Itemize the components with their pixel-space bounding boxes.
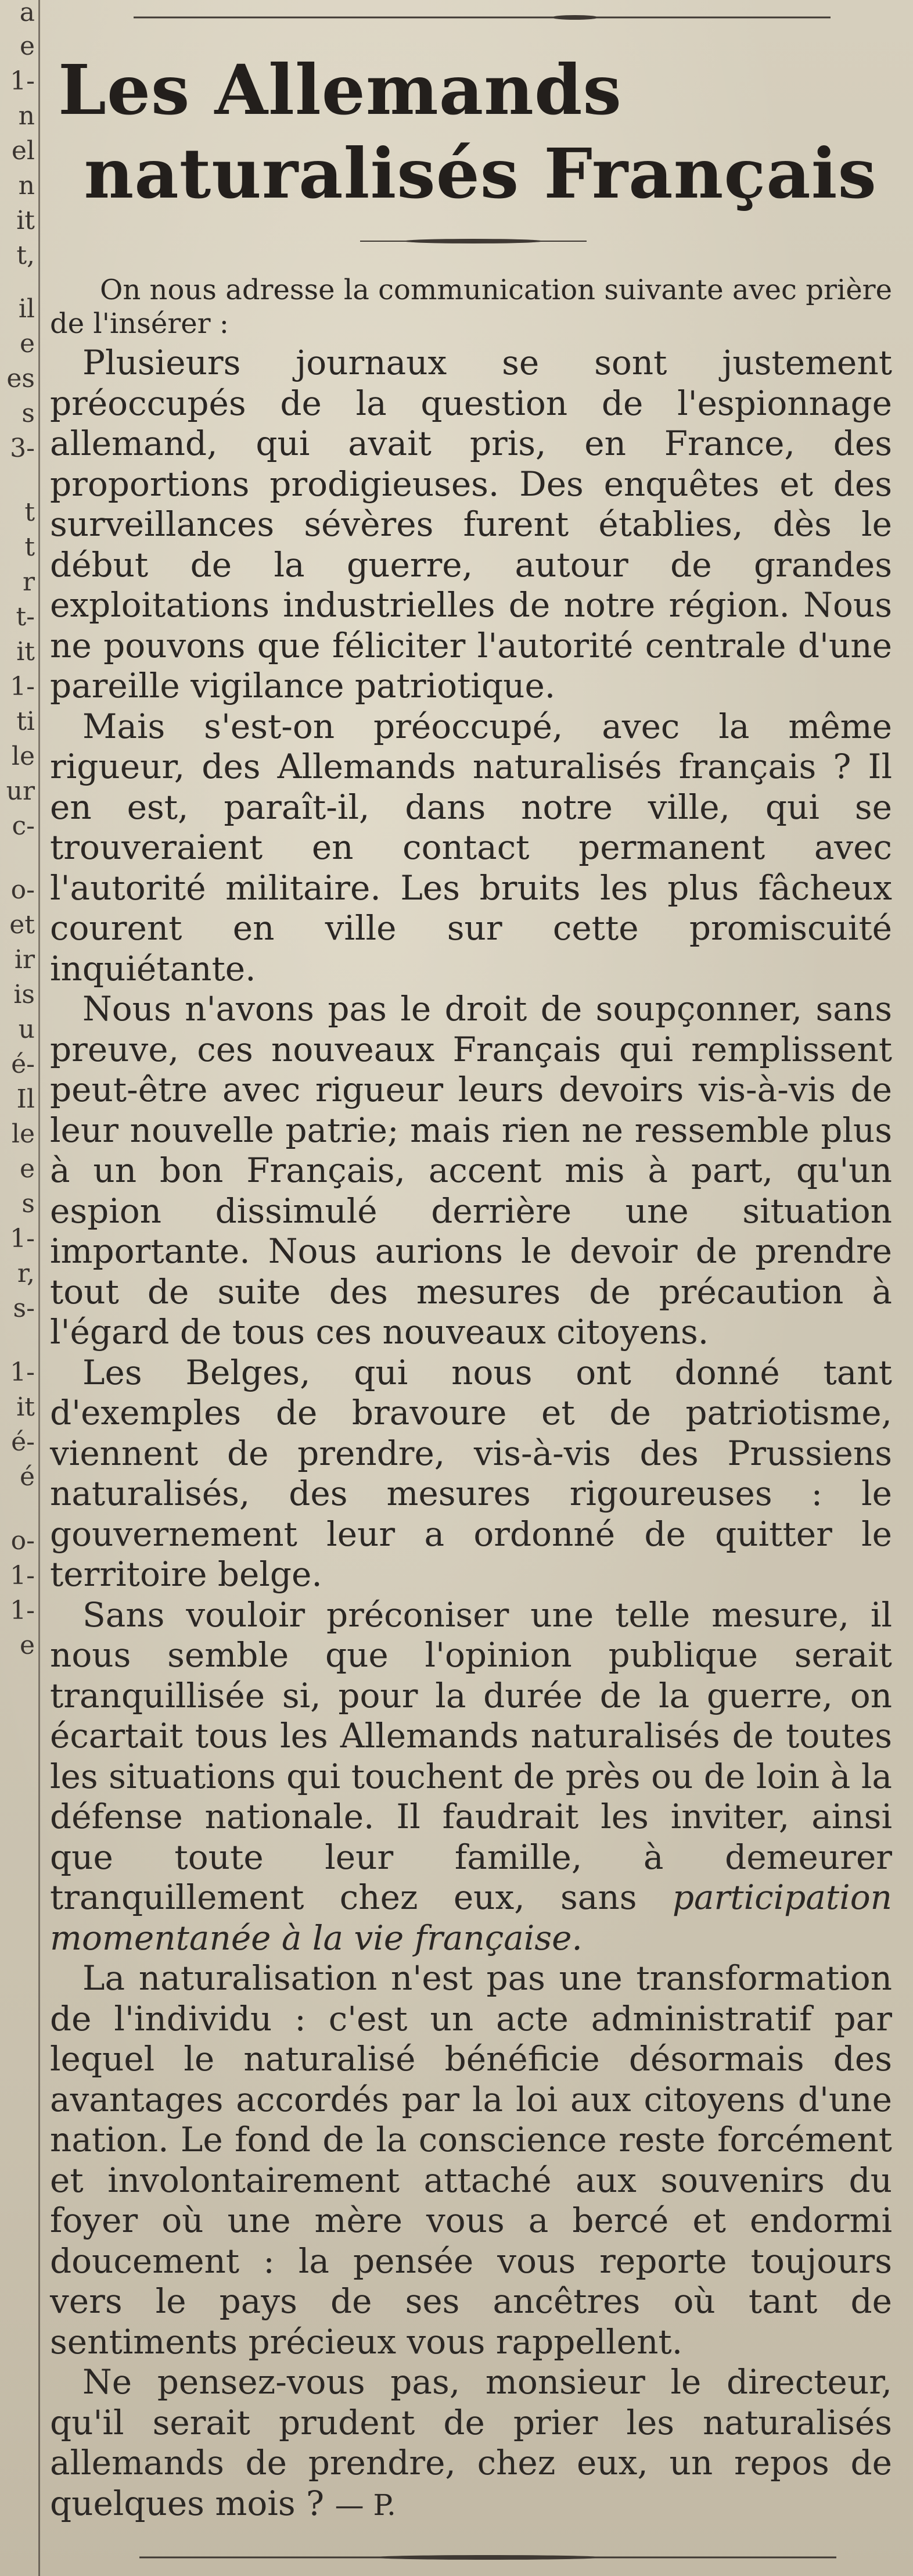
article-paragraph: Nous n'avons pas le droit de soupçonner, sans preuve, ces nouveaux Français qui remplissent peut-être avec rigueur leurs devoirs vis-à-vis de leur nouvelle patrie; mais rien ne ressemble plus à un bon Français, accent mis à part, qu'un espion dissimulé derrière une situation importante. Nous aurions le devoir de prendre tout de suite des mesures de précaution à l'égard de tous ces nouveaux citoyens. <box>50 989 892 1352</box>
margin-fragment: 1- <box>10 672 35 701</box>
margin-fragment: el <box>11 136 35 166</box>
margin-fragment: 1- <box>10 1357 35 1387</box>
article-body <box>50 273 892 2525</box>
margin-fragment: e <box>19 329 35 359</box>
article-closing-paragraph <box>50 2362 892 2525</box>
margin-fragment: it <box>16 206 35 235</box>
margin-fragment: ir <box>14 945 35 974</box>
margin-fragment: le <box>11 1119 35 1149</box>
headline-line-2: naturalisés Français <box>84 132 877 214</box>
margin-fragment: é <box>19 1462 35 1492</box>
article-headline <box>52 49 889 214</box>
headline-line-1: Les Allemands <box>58 49 622 130</box>
margin-fragment: e <box>19 1631 35 1660</box>
margin-fragment: t <box>24 497 35 527</box>
margin-fragment: s <box>21 399 35 428</box>
margin-fragment: c- <box>12 811 35 841</box>
margin-fragment: u <box>18 1015 35 1044</box>
margin-fragment: r, <box>17 1259 35 1288</box>
margin-fragment: s <box>21 1189 35 1219</box>
margin-fragment: 1- <box>10 66 35 96</box>
author-signature: — P. <box>335 2488 396 2522</box>
paragraph-text: Ne pensez-vous pas, monsieur le directeur, qu'il serait prudent de prier les naturalisés allemands de prendre, chez eux, un repos de quelques mois ? <box>50 2362 892 2523</box>
margin-fragment: il <box>18 294 35 324</box>
column-divider <box>38 0 40 2576</box>
margin-fragment: é- <box>11 1427 35 1457</box>
margin-fragment: n <box>18 171 35 200</box>
article-paragraph: Mais s'est-on préoccupé, avec la même rigueur, des Allemands naturalisés français ? Il en est, paraît-il, dans notre ville, qui se trouveraient en contact permanent avec l'autorité militaire. Les bruits les plus fâcheux courent en ville sur cette promiscuité inquiétante. <box>50 706 892 988</box>
margin-fragment: t <box>24 532 35 562</box>
margin-fragment: o- <box>10 1526 35 1556</box>
margin-fragment: 1- <box>10 1596 35 1625</box>
top-ornamental-rule <box>134 15 831 19</box>
margin-fragment: s- <box>13 1294 35 1323</box>
margin-fragment: o- <box>10 875 35 905</box>
margin-fragment: es <box>6 364 35 393</box>
headline-separator-rule <box>360 237 587 245</box>
margin-fragment: is <box>13 980 35 1009</box>
margin-fragment: Il <box>16 1084 35 1114</box>
adjacent-column-fragment <box>0 0 36 2576</box>
margin-fragment: t- <box>16 602 35 632</box>
margin-fragment: le <box>11 741 35 771</box>
margin-fragment: 3- <box>10 433 35 463</box>
article-paragraph: La naturalisation n'est pas une transformation de l'individu : c'est un acte administratif par lequel le naturalisé bénéficie désormais des avantages accordés par la loi aux citoyens d'une nation. Le fond de la conscience reste forcément et involontairement attaché aux souvenirs du foyer où une mère vous a bercé et endormi doucement : la pensée vous reporte toujours vers le pays de ses ancêtres où tant de sentiments précieux vous rappellent. <box>50 1958 892 2362</box>
margin-fragment: ti <box>16 707 35 736</box>
article-paragraph <box>50 1595 892 1959</box>
bottom-ornamental-rule <box>139 2554 836 2561</box>
paragraph-text: Sans vouloir préconiser une telle mesure, il nous semble que l'opinion publique serait tranquillisée si, pour la durée de la guerre, on écartait tous les Allemands naturalisés de toutes les situations qui touchent de près ou de loin à la défense nationale. Il faudrait les inviter, ainsi que toute leur famille, à demeurer tranquillement chez eux, sans <box>50 1595 892 1917</box>
paragraph-italic-text: participation momentanée à la vie française. <box>50 1878 892 1958</box>
margin-fragment: et <box>9 910 35 940</box>
margin-fragment: e <box>19 1154 35 1184</box>
article-paragraph: Les Belges, qui nous ont donné tant d'exemples de bravoure et de patriotisme, viennent de prendre, vis-à-vis des Prussiens naturalisés, des mesures rigoureuses : le gouvernement leur a ordonné de quitter le territoire belge. <box>50 1352 892 1594</box>
margin-fragment: ur <box>6 776 35 806</box>
margin-fragment: 1- <box>10 1561 35 1590</box>
article-intro: On nous adresse la communication suivante avec prière de l'insérer : <box>50 274 892 340</box>
margin-fragment: t, <box>16 241 35 270</box>
margin-fragment: 1- <box>10 1224 35 1253</box>
margin-fragment: e <box>19 31 35 61</box>
margin-fragment: r <box>22 567 35 597</box>
margin-fragment: it <box>16 637 35 667</box>
article-paragraph: Plusieurs journaux se sont justement préoccupés de la question de l'espionnage allemand, qui avait pris, en France, des proportions prodigieuses. Des enquêtes et des surveillances sévères furent établies, dès le début de la guerre, autour de grandes exploitations industrielles de notre région. Nous ne pouvons que féliciter l'autorité centrale d'une pareille vigilance patriotique. <box>50 343 892 705</box>
margin-fragment: it <box>16 1392 35 1422</box>
margin-fragment: é- <box>11 1049 35 1079</box>
margin-fragment: a <box>19 0 35 27</box>
margin-fragment: n <box>18 101 35 131</box>
